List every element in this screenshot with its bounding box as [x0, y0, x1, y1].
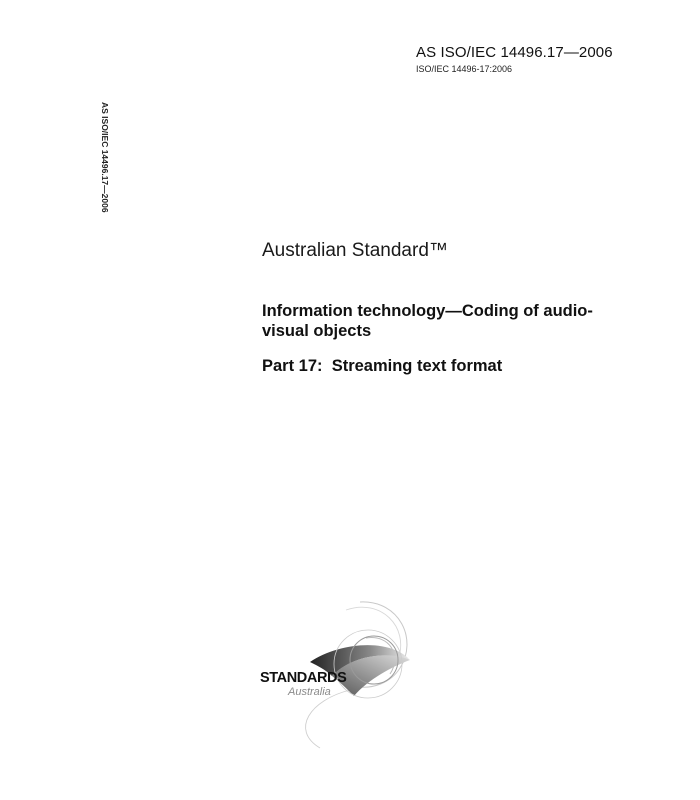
part-title: Part 17: Streaming text format — [262, 357, 503, 375]
standards-australia-logo — [250, 590, 430, 750]
logo-wordmark: STANDARDS — [260, 670, 347, 686]
document-number: AS ISO/IEC 14496.17—2006 — [416, 44, 613, 61]
document-title: Information technology—Coding of audio-visual objects — [262, 302, 593, 340]
standard-series-title: Australian Standard™ — [262, 240, 448, 261]
spine-label — [96, 102, 112, 222]
spine-text: AS ISO/IEC 14496.17—2006 — [100, 102, 110, 213]
international-document-number: ISO/IEC 14496-17:2006 — [416, 64, 513, 74]
logo-subtext: Australia — [288, 686, 331, 698]
